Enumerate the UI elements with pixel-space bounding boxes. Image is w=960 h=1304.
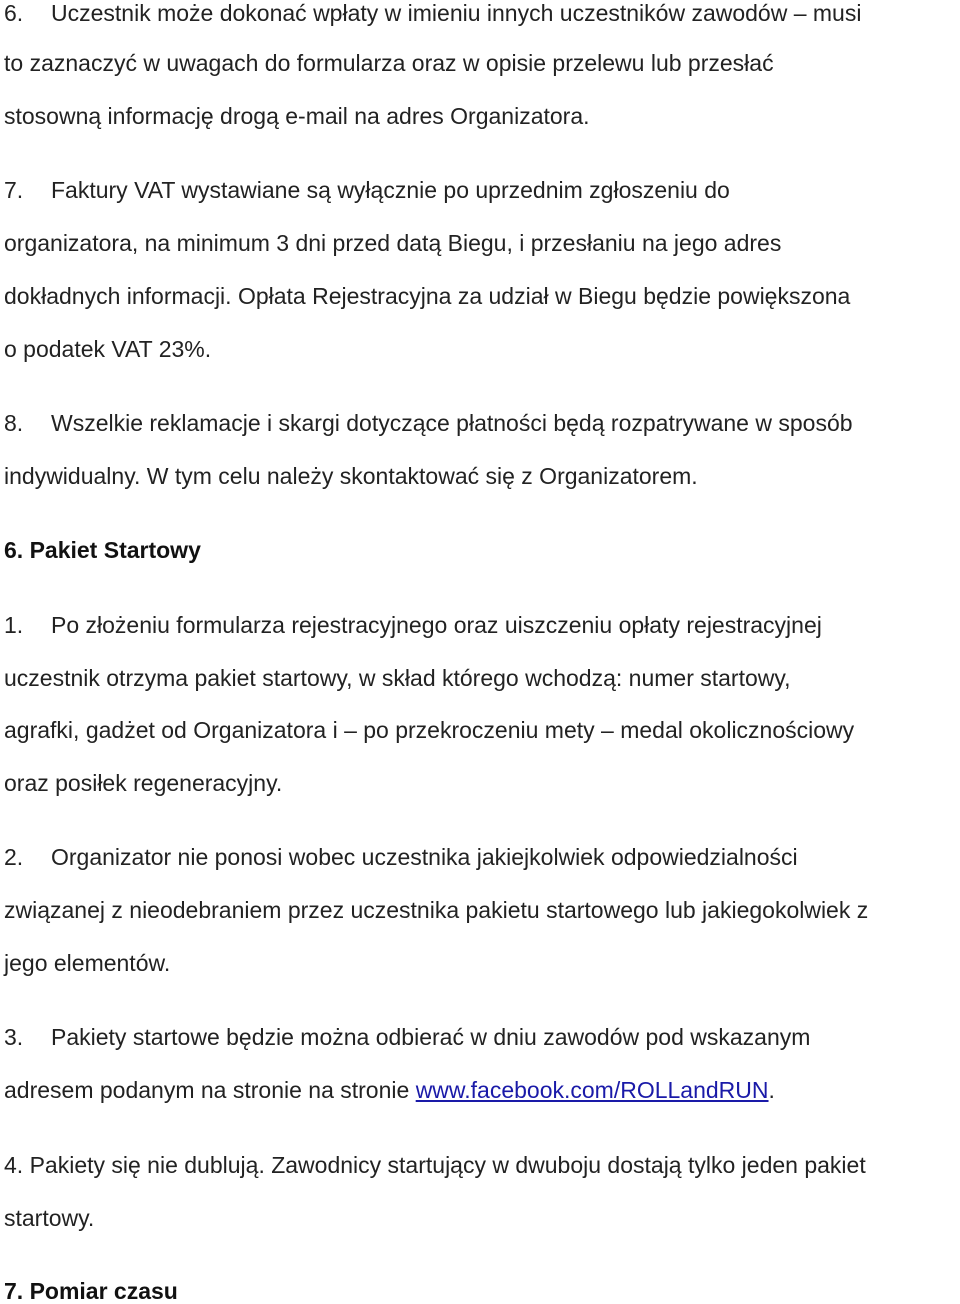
p7-text-1: Faktury VAT wystawiane są wyłącznie po uprzednim zgłoszeniu do bbox=[51, 177, 730, 203]
p6-text-1: Uczestnik może dokonać wpłaty w imieniu innych uczestników zawodów – musi bbox=[51, 0, 862, 26]
p7-number: 7. bbox=[4, 177, 24, 203]
s6-i2-text-1: Organizator nie ponosi wobec uczestnika jakiejkolwiek odpowiedzialności bbox=[51, 844, 798, 870]
s6-i3-after-link: . bbox=[768, 1077, 775, 1103]
s6-i1-line-2: uczestnik otrzyma pakiet startowy, w skład którego wchodzą: numer startowy, bbox=[4, 665, 791, 691]
p6-line-1 bbox=[4, 0, 861, 26]
s6-i1-line-4: oraz posiłek regeneracyjny. bbox=[4, 770, 283, 796]
s6-i1-line-1 bbox=[4, 612, 822, 638]
p8-text-1: Wszelkie reklamacje i skargi dotyczące płatności będą rozpatrywane w sposób bbox=[51, 410, 853, 436]
facebook-link[interactable]: www.facebook.com/ROLLandRUN bbox=[415, 1077, 769, 1103]
p7-line-3: dokładnych informacji. Opłata Rejestracyjna za udział w Biegu będzie powiększona bbox=[4, 283, 851, 309]
s6-i2-line-3: jego elementów. bbox=[4, 950, 171, 976]
p7-line-4: o podatek VAT 23%. bbox=[4, 336, 212, 362]
s6-i2-line-2: związanej z nieodebraniem przez uczestnika pakietu startowego lub jakiegokolwiek z bbox=[4, 897, 869, 923]
s6-i3-line-2 bbox=[4, 1077, 775, 1103]
p6-number: 6. bbox=[4, 0, 24, 26]
s6-i3-text-1: Pakiety startowe będzie można odbierać w dniu zawodów pod wskazanym bbox=[51, 1024, 811, 1050]
p8-line-1 bbox=[4, 410, 853, 436]
section-6-heading: 6. Pakiet Startowy bbox=[4, 537, 201, 563]
s6-i1-text-1: Po złożeniu formularza rejestracyjnego oraz uiszczeniu opłaty rejestracyjnej bbox=[51, 612, 822, 638]
p6-line-2: to zaznaczyć w uwagach do formularza oraz w opisie przelewu lub przesłać bbox=[4, 50, 774, 76]
p8-number: 8. bbox=[4, 410, 24, 436]
p6-line-3: stosowną informację drogą e-mail na adres Organizatora. bbox=[4, 103, 590, 129]
s6-i4-line-2: startowy. bbox=[4, 1205, 95, 1231]
s6-i2-number: 2. bbox=[4, 844, 24, 870]
s6-i3-text-2: adresem podanym na stronie na stronie bbox=[4, 1077, 416, 1103]
p8-line-2: indywidualny. W tym celu należy skontaktować się z Organizatorem. bbox=[4, 463, 698, 489]
s6-i3-line-1 bbox=[4, 1024, 810, 1050]
s6-i4-line-1: 4. Pakiety się nie dublują. Zawodnicy startujący w dwuboju dostają tylko jeden pakiet bbox=[4, 1152, 866, 1178]
s6-i1-number: 1. bbox=[4, 612, 24, 638]
section-7-heading: 7. Pomiar czasu bbox=[4, 1278, 178, 1304]
p7-line-1 bbox=[4, 177, 730, 203]
s6-i1-line-3: agrafki, gadżet od Organizatora i – po przekroczeniu mety – medal okolicznościowy bbox=[4, 717, 855, 743]
s6-i2-line-1 bbox=[4, 844, 798, 870]
s6-i3-number: 3. bbox=[4, 1024, 24, 1050]
p7-line-2: organizatora, na minimum 3 dni przed datą Biegu, i przesłaniu na jego adres bbox=[4, 230, 782, 256]
